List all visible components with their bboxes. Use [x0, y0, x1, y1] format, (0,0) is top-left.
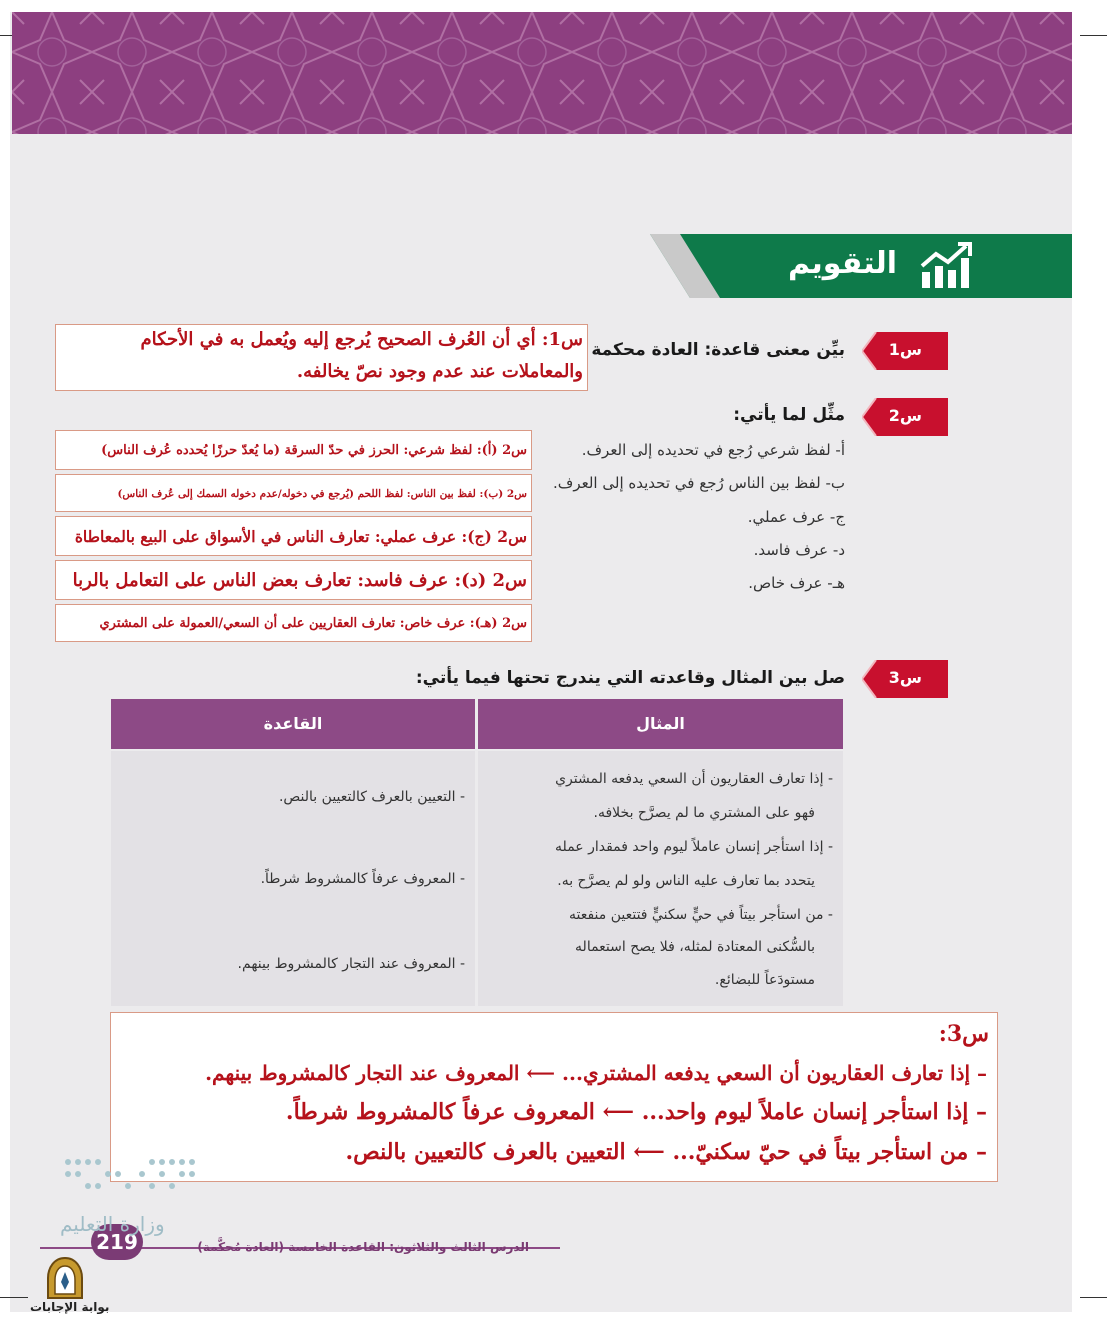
- table-column-examples: [478, 751, 843, 1006]
- ministry-watermark: وزارة التعليم: [60, 1212, 165, 1236]
- question-2-item-c: ج- عرف عملي.: [747, 508, 845, 526]
- answer-box-2e: س2 (هـ): عرف خاص: تعارف العقاريين على أن السعي/العمولة على المشتري: [55, 604, 532, 642]
- footer-lesson-title: الدرس الثالث والثلاثون: القاعدة الخامسة (العادة مُحكَّمة): [197, 1240, 529, 1254]
- question-badge-2: س2: [862, 398, 948, 436]
- table-header-example: المثال: [478, 699, 843, 749]
- answer-box-2a: س2 (أ): لفظ شرعي: الحرز في حدّ السرقة (ما يُعدّ حرزًا يُحدده عُرف الناس): [55, 430, 532, 470]
- answer-3-line-3: – من استأجر بيتاً في حيّ سكنيّ... ⟵ التعيين بالعرف كالتعيين بالنص.: [345, 1139, 987, 1165]
- question-2-item-b: ب- لفظ بين الناس رُجع في تحديده إلى العرف.: [553, 474, 845, 492]
- table-cell: - إذا تعارف العقاريون أن السعي يدفعه المشتري: [555, 771, 833, 787]
- table-cell: مستودَعاً للبضائع.: [714, 972, 815, 988]
- question-2-item-a: أ- لفظ شرعي رُجع في تحديده إلى العرف.: [581, 441, 845, 459]
- answer-box-2d: س2 (د): عرف فاسد: تعارف بعض الناس على التعامل بالربا: [55, 560, 532, 600]
- table-cell: - المعروف عرفاً كالمشروط شرطاً.: [260, 871, 465, 887]
- answer-box-2c: س2 (ج): عرف عملي: تعارف الناس في الأسواق على البيع بالمعاطاة: [55, 516, 532, 556]
- question-3-prompt: صل بين المثال وقاعدته التي يندرج تحتها فيما يأتي:: [415, 668, 845, 688]
- matching-table: [111, 699, 843, 1006]
- answer-1-line-1: س1: أي أن العُرف الصحيح يُرجع إليه ويُعمل به في الأحكام: [140, 329, 583, 350]
- table-cell: يتحدد بما تعارف عليه الناس ولو لم يصرَّح به.: [557, 873, 815, 889]
- answer-3-heading: س3:: [938, 1021, 989, 1047]
- answer-box-2b: س2 (ب): لفظ بين الناس: لفظ اللحم (يُرجع في دخوله/عدم دخوله السمك إلى عُرف الناس): [55, 474, 532, 512]
- ministry-logo-dots-icon: [62, 1156, 198, 1200]
- crop-mark: [1080, 35, 1107, 36]
- chart-growth-icon: [918, 242, 974, 294]
- question-badge-1: س1: [862, 332, 948, 370]
- table-cell: فهو على المشتري ما لم يصرَّح بخلافه.: [593, 805, 815, 821]
- crop-mark: [0, 1297, 28, 1298]
- table-cell: بالسُّكنى المعتادة لمثله، فلا يصح استعماله: [575, 939, 815, 955]
- table-cell: - التعيين بالعرف كالتعيين بالنص.: [278, 789, 465, 805]
- answer-box-3: [110, 1012, 998, 1182]
- question-2-item-e: هـ- عرف خاص.: [748, 574, 845, 592]
- site-name: بوابة الإجابات: [30, 1300, 110, 1314]
- table-cell: - من استأجر بيتاً في حيٍّ سكنيٍّ فتتعين منفعته: [568, 907, 833, 923]
- question-2-item-d: د- عرف فاسد.: [753, 541, 845, 559]
- site-logo-icon: [44, 1256, 86, 1304]
- answer-box-1: [55, 324, 588, 391]
- answer-1-line-2: والمعاملات عند عدم وجود نصّ يخالفه.: [296, 361, 583, 382]
- table-header-rule: القاعدة: [111, 699, 475, 749]
- section-title: التقويم: [788, 246, 897, 281]
- answer-3-line-1: – إذا تعارف العقاريون أن السعي يدفعه المشتري... ⟵ المعروف عند التجار كالمشروط بينهم.: [205, 1061, 987, 1085]
- crop-mark: [1080, 1297, 1107, 1298]
- question-1-prompt: بيِّن معنى قاعدة: العادة محكمة: [591, 340, 845, 360]
- table-column-rules: [111, 751, 475, 1006]
- question-badge-3: س3: [862, 660, 948, 698]
- page-number: 219: [91, 1224, 143, 1260]
- answer-3-line-2: – إذا استأجر إنسان عاملاً ليوم واحد... ⟵ المعروف عرفاً كالمشروط شرطاً.: [285, 1099, 987, 1125]
- decorative-banner: [12, 12, 1072, 134]
- table-cell: - إذا استأجر إنسان عاملاً ليوم واحد فمقدار عمله: [555, 839, 833, 855]
- table-cell: - المعروف عند التجار كالمشروط بينهم.: [237, 956, 465, 972]
- question-2-prompt: مثِّل لما يأتي:: [733, 405, 845, 425]
